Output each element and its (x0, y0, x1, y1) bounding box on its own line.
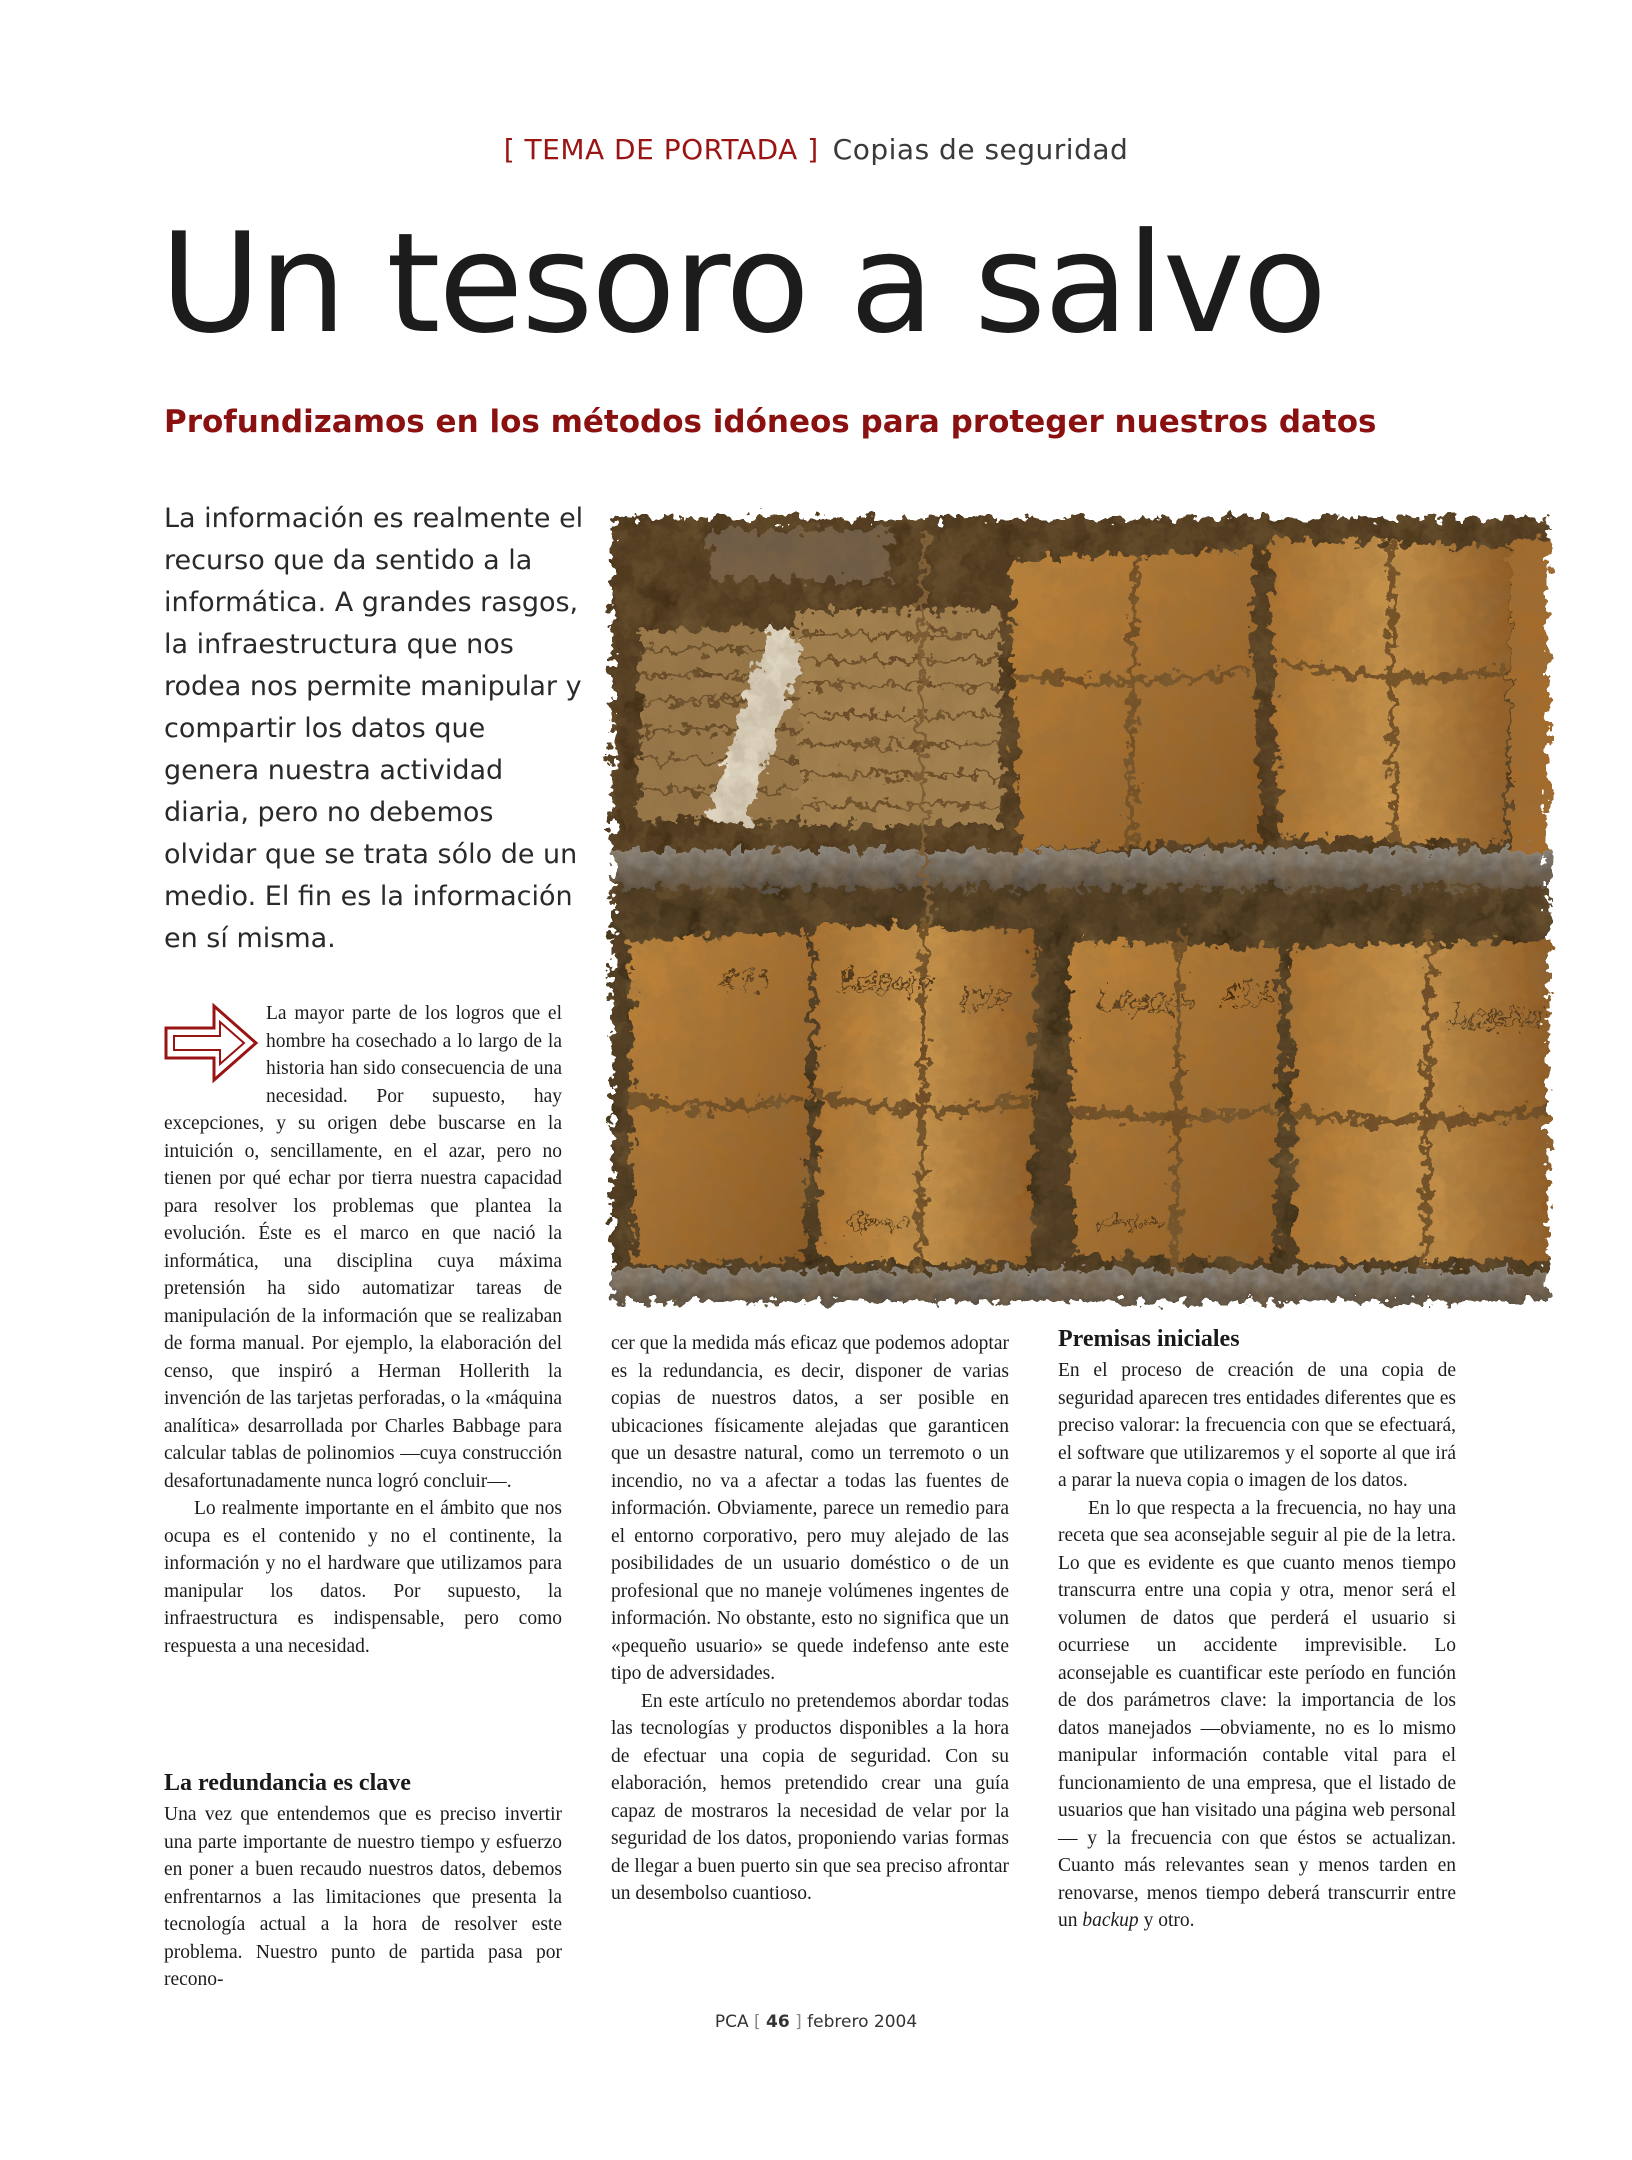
col3-paragraph-1: En el proceso de creación de una copia de seguridad aparecen tres entidades diferentes que es preciso valorar: la frecuencia con que se efectuará, el software que utilizaremos y el soporte al que irá a parar la nueva copia o imagen de los datos. (1058, 1360, 1456, 1491)
column-2 (611, 1330, 1009, 1908)
page-number: 46 (766, 2012, 790, 2032)
column-1-bottom (164, 1768, 562, 1994)
magazine-name: PCA (714, 2012, 749, 2032)
column-3 (1058, 1324, 1456, 1935)
lead-paragraph: La información es realmente el recurso que da sentido a la informática. A grandes rasgos, la infraestructura que nos rodea nos permite manipular y compartir los datos que genera nuestra actividad diaria, pero no debemos olvidar que se trata sólo de un medio. El fin es la información en sí misma. (164, 503, 584, 954)
issue-date: febrero 2004 (807, 2012, 918, 2032)
col2-paragraph-2: En este artículo no pretendemos abordar todas las tecnologías y productos disponibles a la hora de efectuar una copia de seguridad. Con su elaboración, hemos pretendido crear una guía capaz de mostraros la necesidad de velar por la seguridad de los datos, proponiendo varias formas de llegar a buen puerto sin que sea preciso afrontar un desembolso cuantioso. (611, 1690, 1009, 1904)
section-header (0, 133, 1632, 166)
col1-paragraph-3: Una vez que entendemos que es preciso invertir una parte importante de nuestro tiempo y esfuerzo en poner a buen recaudo nuestros datos, debemos enfrentarnos a las limitaciones que presenta la tecnología actual a la hora de resolver este problema. Nuestro punto de partida pasa por recono- (164, 1804, 562, 1990)
heading-redundancia: La redundancia es clave (164, 1770, 411, 1796)
section-topic: Copias de seguridad (832, 133, 1129, 166)
col1-paragraph-1: La mayor parte de los logros que el hombre ha cosechado a lo largo de la historia han sido consecuencia de una necesidad. Por supuesto, hay excepciones, y su origen debe buscarse en la intuición o, sencillamente, en el azar, pero no tienen por qué echar por tierra nuestra capacidad para resolver los problemas que plantea la evolución. Éste es el marco en que nació la informática, una disciplina cuya máxima pretensión ha sido automatizar tareas de manipulación de la información que se realizaban de forma manual. Por ejemplo, la elaboración del censo, que inspiró a Herman Hollerith la invención de las tarjetas perforadas, o la «máquina analítica» desarrollada por Charles Babbage para calcular tablas de polinomios —cuya construcción desafortunadamente nunca logró concluir—. (164, 1003, 562, 1492)
heading-premisas: Premisas iniciales (1058, 1326, 1240, 1352)
label-475: 475 (1220, 979, 1274, 1012)
section-label: [ TEMA DE PORTADA ] (503, 133, 819, 166)
right-arrow-icon (164, 1002, 260, 1084)
label-legajo-1: Legajo (840, 964, 936, 997)
col1-paragraph-2: Lo realmente importante en el ámbito que nos ocupa es el contenido y no el continente, la información y no el hardware que utilizamos para manipular los datos. Por supuesto, la infraestructura es indispensable, pero como respuesta a una necesidad. (164, 1498, 562, 1657)
label-471: 471 (720, 964, 774, 997)
label-legajo-2: Legajo (1095, 984, 1191, 1017)
article-subtitle: Profundizamos en los métodos idóneos para proteger nuestros datos (164, 404, 1377, 440)
label-legajo-3: Legajo (1450, 999, 1546, 1032)
col3-paragraph-2: En lo que respecta a la frecuencia, no hay una receta que sea aconsejable seguir al pie de la letra. Lo que es evidente es que cuanto menos tiempo transcurra entre una copia y otra, menor será el volumen de datos que perderá el usuario si ocurriese un accidente imprevisible. Lo aconsejable es cuantificar este período en función de dos parámetros clave: la importancia de los datos manejados —obviamente, no es lo mismo manipular información contable vital para el funcionamiento de una empresa, que el listado de usuarios que han visitado una página web personal— y la frecuencia con que éstos se actualizan. Cuanto más relevantes sean y menos tarden en renovarse, menos tiempo deberá transcurrir entre un backup y otro. (1058, 1497, 1456, 1931)
col2-paragraph-1: cer que la medida más eficaz que podemos adoptar es la redundancia, es decir, disponer de varias copias de nuestros datos, a ser posible en ubicaciones físicamente alejadas que garanticen que un desastre natural, como un terremoto o un incendio, no va a afectar a todas las fuentes de información. Obviamente, parece un remedio para el entorno corporativo, pero muy alejado de las posibilidades de un usuario doméstico o de un profesional que no maneje volúmenes ingentes de información. No obstante, esto no significa que un «pequeño usuario» se quede indefenso ante este tipo de adversidades. (611, 1333, 1009, 1684)
article-title: Un tesoro a salvo (160, 203, 1326, 364)
archive-bundles-photo (590, 500, 1570, 1320)
label-orden-1: Orden (845, 1211, 909, 1235)
column-1-top (164, 1000, 562, 1660)
label-473: 473 (955, 984, 1009, 1017)
label-orden-2: Orden (1100, 1211, 1164, 1235)
page-footer: PCA [ 46 ] febrero 2004 (714, 2012, 918, 2032)
backup-term: backup (1082, 1910, 1139, 1931)
